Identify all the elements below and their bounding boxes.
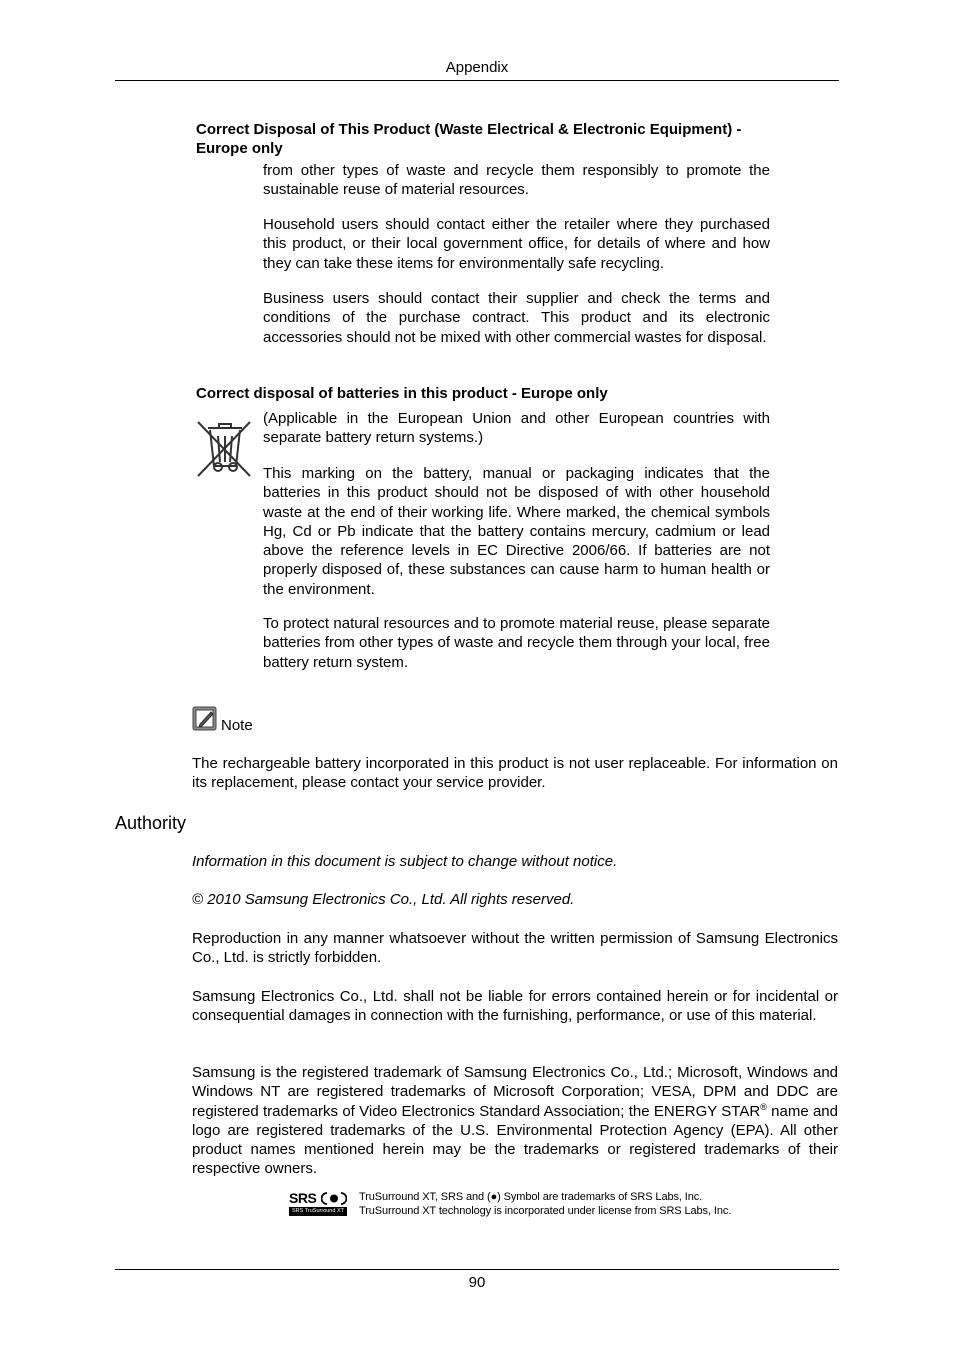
trademark-text-a: Samsung is the registered trademark of Samsung Electronics Co., Ltd.; Microsoft, Windows and Windows NT are registered trademarks of Microsoft Corporation; VESA, DPM and DDC are registered trademarks of Video Electronics Standard Association; the ENERGY STAR — [192, 1064, 838, 1120]
note-icon — [192, 706, 217, 731]
header-rule — [115, 80, 839, 81]
weee-paragraph-2: Household users should contact either the retailer where they purchased this product, or their local government office, for details of where and how they can take these items for environmentally safe recycling. — [263, 216, 770, 272]
note-text: The rechargeable battery incorporated in this product is not user replaceable. For information on its replacement, please contact your service provider. — [192, 755, 838, 792]
battery-paragraph-1: (Applicable in the European Union and other European countries with separate battery return systems.) — [263, 410, 770, 447]
trademark-text-b: name and logo are registered trademarks of the U.S. Environmental Protection Agency (EPA). All other product names mentioned herein may be the trademarks or registered trademarks of their respective owners. — [192, 1102, 838, 1178]
authority-paragraph-2: Samsung Electronics Co., Ltd. shall not be liable for errors contained herein or for incidental or consequential damages in connection with the furnishing, performance, or use of this material. — [192, 988, 838, 1025]
authority-paragraph-3 — [192, 1063, 838, 1179]
weee-paragraph-1: from other types of waste and recycle them responsibly to promote the sustainable reuse of material resources. — [263, 162, 770, 199]
srs-circle-icon — [321, 1192, 347, 1205]
srs-logo-subtitle: SRS TruSurround XT — [289, 1207, 347, 1216]
note-label: Note — [221, 717, 253, 734]
battery-paragraph-3: To protect natural resources and to promote material reuse, please separate batteries from other types of waste and recycle them through your local, free battery return system. — [263, 615, 770, 671]
crossed-bin-icon — [194, 418, 254, 480]
authority-heading: Authority — [115, 813, 187, 833]
authority-copyright: © 2010 Samsung Electronics Co., Ltd. All rights reserved. — [192, 891, 575, 908]
weee-heading: Correct Disposal of This Product (Waste Electrical & Electronic Equipment) - Europe only — [196, 121, 742, 157]
srs-logo — [289, 1190, 349, 1218]
srs-trademark-line-2: TruSurround XT technology is incorporated under license from SRS Labs, Inc. — [359, 1205, 732, 1217]
srs-trademark-line-1: TruSurround XT, SRS and (●) Symbol are trademarks of SRS Labs, Inc. — [359, 1191, 703, 1203]
battery-heading: Correct disposal of batteries in this product - Europe only — [196, 385, 608, 402]
battery-paragraph-2: This marking on the battery, manual or packaging indicates that the batteries in this product should not be disposed of with other household waste at the end of their working life. Where marked, the chemical symbols Hg, Cd or Pb indicate that the battery contains mercury, cadmium or lead above the reference levels in EC Directive 2006/66. If batteries are not properly disposed of, these substances can cause harm to human health or the environment. — [263, 465, 770, 598]
authority-notice: Information in this document is subject to change without notice. — [192, 853, 618, 870]
registered-mark: ® — [760, 1101, 767, 1112]
srs-logo-text: SRS — [289, 1190, 317, 1206]
weee-paragraph-3: Business users should contact their supplier and check the terms and conditions of the purchase contract. This product and its electronic accessories should not be mixed with other commercial wastes for disposal. — [263, 290, 770, 346]
authority-paragraph-1: Reproduction in any manner whatsoever without the written permission of Samsung Electronics Co., Ltd. is strictly forbidden. — [192, 930, 838, 967]
page-number: 90 — [468, 1274, 486, 1291]
page-header-title: Appendix — [445, 59, 509, 76]
footer-rule — [115, 1269, 839, 1270]
